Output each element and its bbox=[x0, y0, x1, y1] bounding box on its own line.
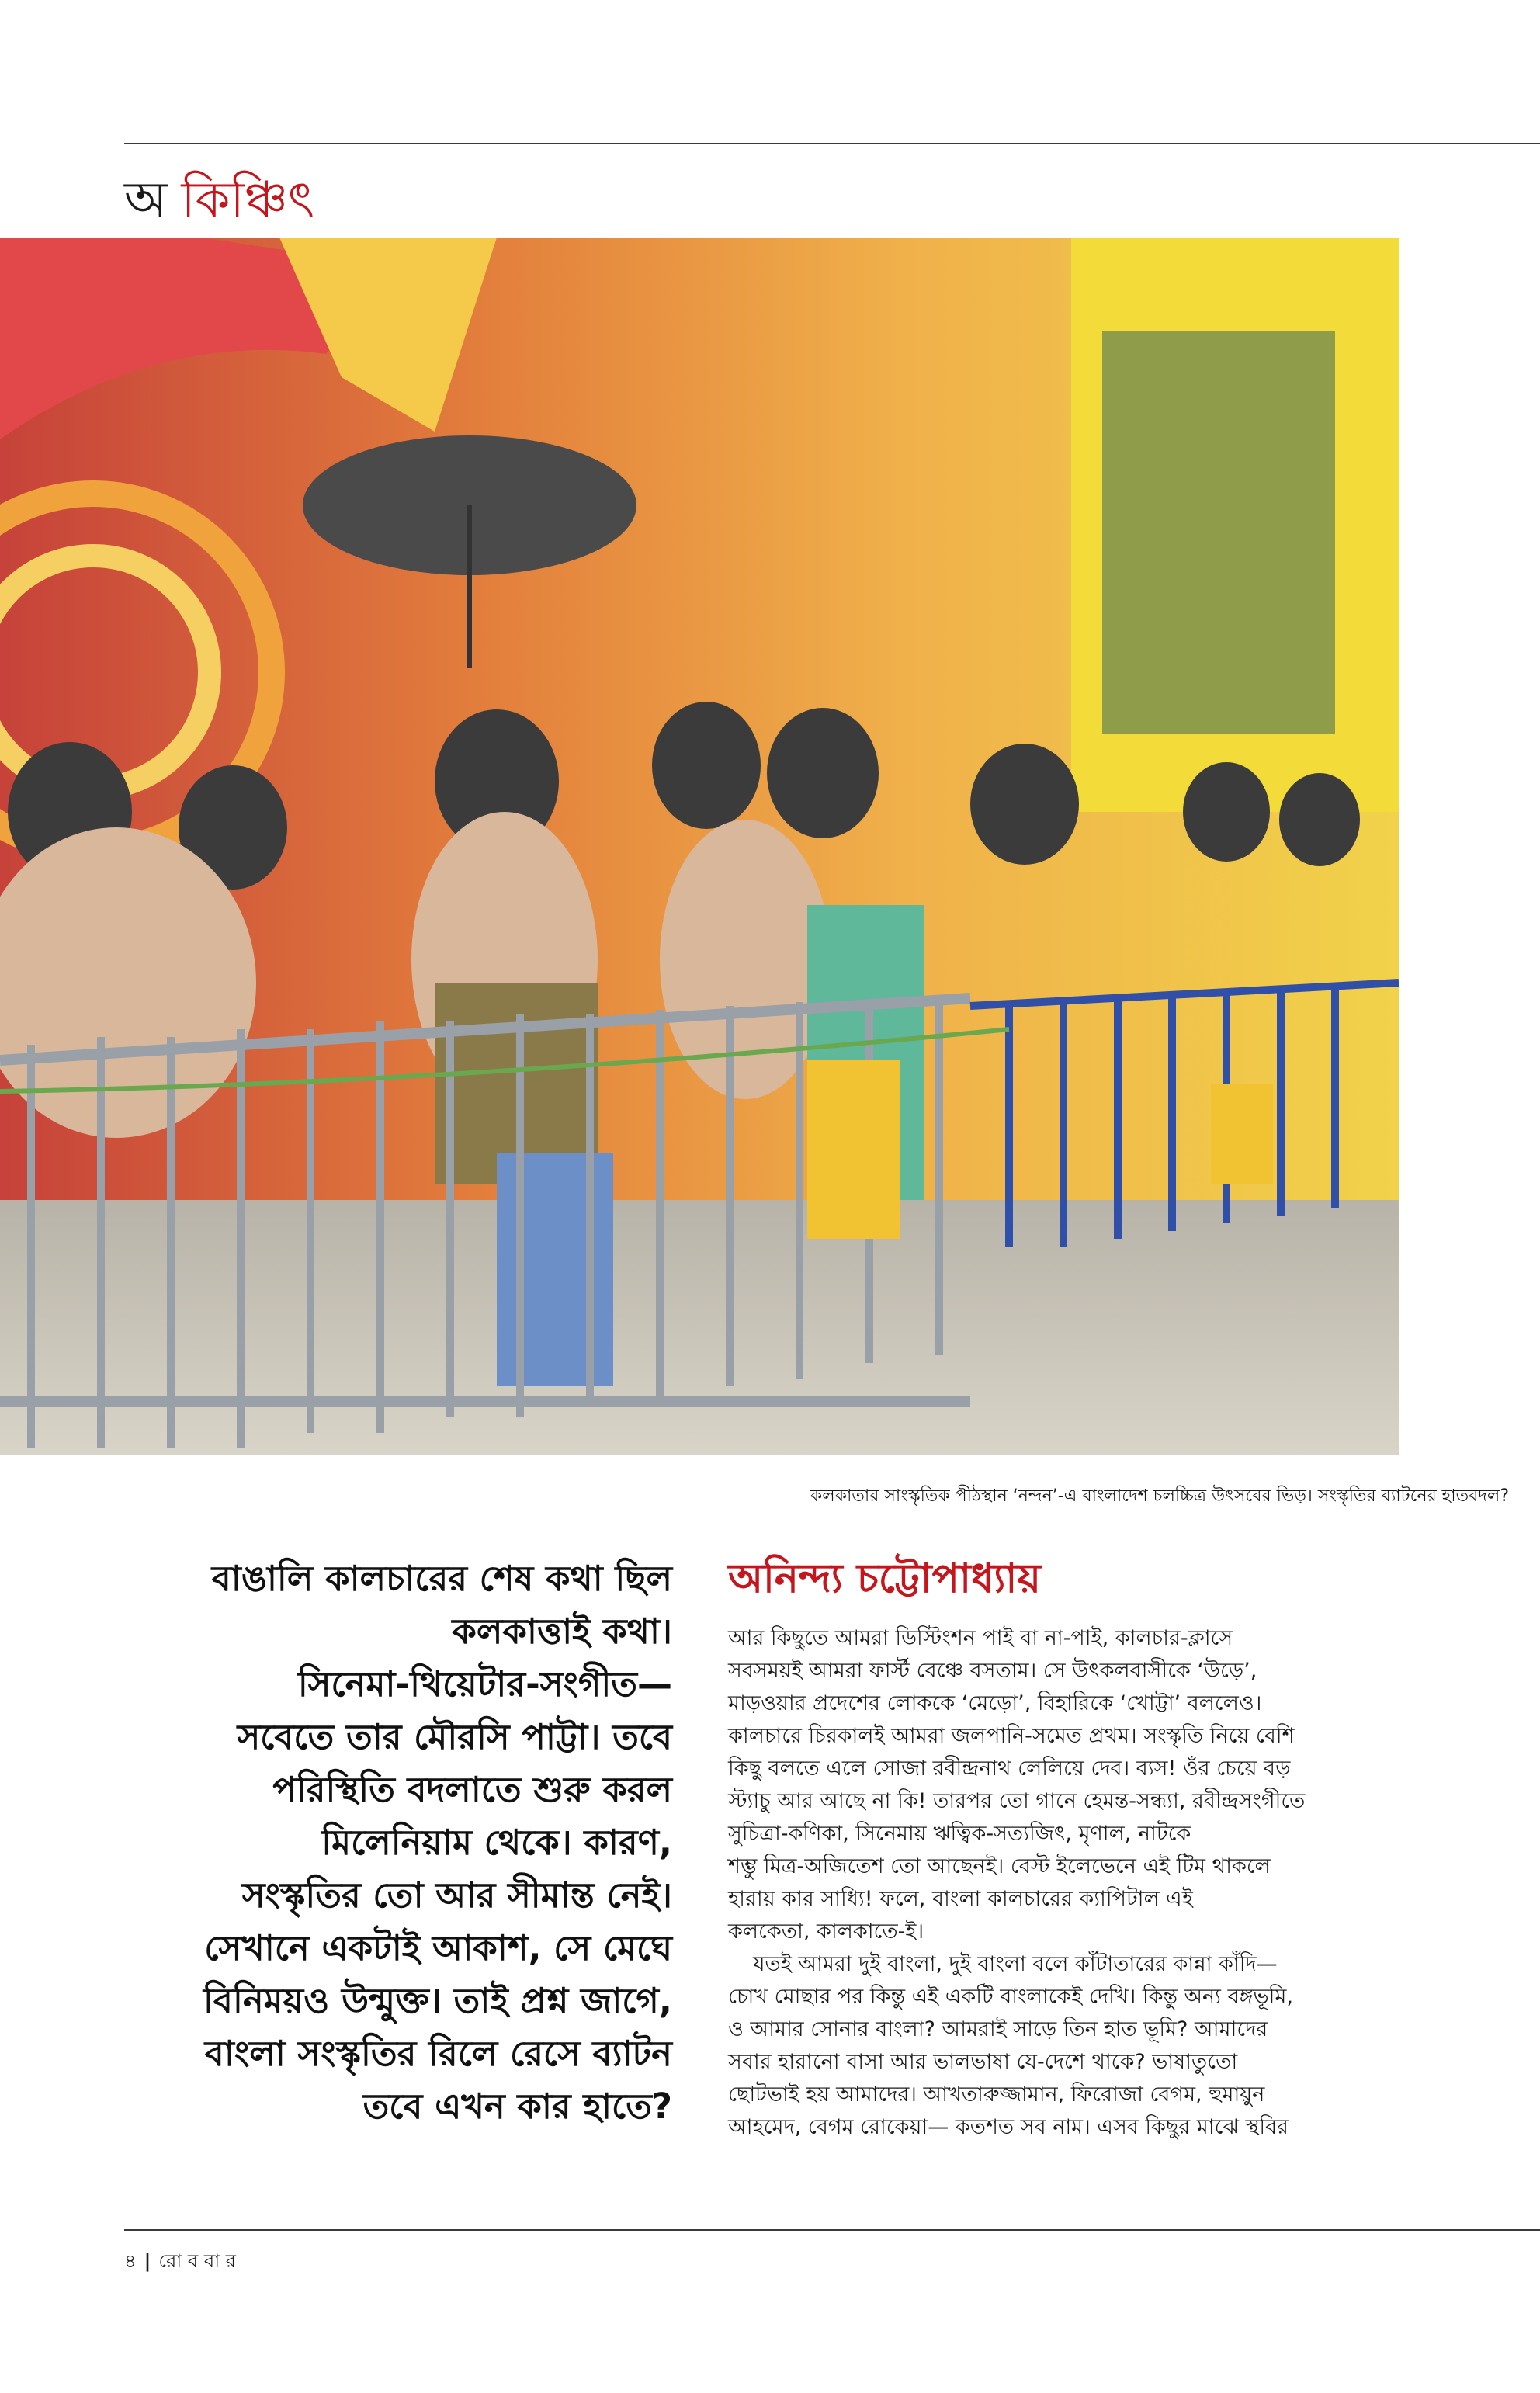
article-line: কালচারে চিরকালই আমরা জলপানি-সমেত প্রথম। সংস্কৃতি নিয়ে বেশি bbox=[728, 1724, 1295, 1748]
pull-quote-line: তবে এখন কার হাতে? bbox=[362, 2086, 672, 2127]
pull-quote-line: বাঙালি কালচারের শেষ কথা ছিল bbox=[211, 1558, 672, 1599]
article-line: ও আমার সোনার বাংলা? আমরাই সাড়ে তিন হাত ভূমি? আমাদের bbox=[728, 2017, 1268, 2041]
pull-quote bbox=[149, 1552, 672, 2133]
article-line: সবসময়ই আমরা ফার্স্ট বেঞ্চে বসতাম। সে উৎকলবাসীকে ‘উড়ে’, bbox=[728, 1659, 1257, 1683]
article-line: কলকেতা, কালকাতে-ই। bbox=[728, 1920, 924, 1944]
section-prefix: অ bbox=[124, 172, 168, 229]
pull-quote-line: সংস্কৃতির তো আর সীমান্ত নেই। bbox=[241, 1875, 672, 1916]
pull-quote-line: বাংলা সংস্কৃতির রিলে রেসে ব্যাটন bbox=[204, 2033, 672, 2074]
page-number: ৪ bbox=[124, 2250, 137, 2272]
article-body bbox=[728, 1622, 1489, 2144]
article-line: আহমেদ, বেগম রোকেয়া— কতশত সব নাম। এসব কিছুর মাঝে স্থবির bbox=[728, 2115, 1289, 2139]
article-line: সুচিত্রা-কণিকা, সিনেমায় ঋত্বিক-সত্যজিৎ, মৃণাল, নাটকে bbox=[728, 1822, 1191, 1846]
article-line: কিছু বলতে এলে সোজা রবীন্দ্রনাথ লেলিয়ে দেব। ব্যস! ওঁর চেয়ে বড় bbox=[728, 1757, 1291, 1781]
folio-separator: | bbox=[144, 2250, 151, 2272]
pull-quote-line: সিনেমা-থিয়েটার-সংগীত— bbox=[297, 1663, 672, 1705]
article-line: চোখ মোছার পর কিন্তু এই একটি বাংলাকেই দেখি। কিন্তু অন্য বঙ্গভূমি, bbox=[728, 1985, 1293, 2009]
photo-caption: কলকাতার সাংস্কৃতিক পীঠস্থান ‘নন্দন’-এ বাংলাদেশ চলচ্চিত্র উৎসবের ভিড়। সংস্কৃতির ব্যাটনের হাতবদল? bbox=[810, 1486, 1509, 1506]
article-line: যতই আমরা দুই বাংলা, দুই বাংলা বলে কাঁটাতারের কান্না কাঁদি— bbox=[753, 1952, 1278, 1976]
article-line: সবার হারানো বাসা আর ভালভাষা যে-দেশে থাকে? ভাষাতুতো bbox=[728, 2050, 1238, 2074]
pull-quote-line: কলকাত্তাই কথা। bbox=[452, 1611, 672, 1652]
pull-quote-line: সবেতে তার মৌরসি পাট্টা। তবে bbox=[237, 1716, 672, 1757]
pull-quote-line: মিলেনিয়াম থেকে। কারণ, bbox=[321, 1822, 672, 1863]
pull-quote-line: পরিস্থিতি বদলাতে শুরু করল bbox=[272, 1769, 672, 1810]
bottom-rule bbox=[124, 2229, 1540, 2231]
page-folio bbox=[124, 2248, 236, 2274]
article-line: শম্ভু মিত্র-অজিতেশ তো আছেনই। বেস্ট ইলেভেনে এই টিম থাকলে bbox=[728, 1854, 1271, 1878]
article-line: হারায় কার সাধ্যি! ফলে, বাংলা কালচারের ক্যাপিটাল এই bbox=[728, 1887, 1193, 1911]
pull-quote-line: বিনিময়ও উন্মুক্ত। তাই প্রশ্ন জাগে, bbox=[203, 1980, 672, 2021]
article-line: স্ট্যাচু আর আছে না কি! তারপর তো গানে হেমন্ত-সন্ধ্যা, রবীন্দ্রসংগীতে bbox=[728, 1789, 1306, 1813]
section-title: কিঞ্চিৎ bbox=[181, 172, 314, 229]
article-line: ছোটভাই হয় আমাদের। আখতারুজ্জামান, ফিরোজা বেগম, হুমায়ুন bbox=[728, 2083, 1265, 2107]
pull-quote-line: সেখানে একটাই আকাশ, সে মেঘে bbox=[204, 1927, 672, 1968]
lead-photo bbox=[0, 238, 1399, 1455]
article-line: মাড়ওয়ার প্রদেশের লোককে ‘মেড়ো’, বিহারিকে ‘খোট্টা’ বললেও। bbox=[728, 1691, 1262, 1715]
top-rule bbox=[124, 143, 1540, 144]
section-heading bbox=[124, 168, 314, 233]
publication-name: রো ব বা র bbox=[158, 2250, 237, 2272]
author-byline: অনিন্দ্য চট্টোপাধ্যায় bbox=[728, 1555, 1041, 1602]
article-line: আর কিছুতে আমরা ডিস্টিংশন পাই বা না-পাই, কালচার-ক্লাসে bbox=[728, 1626, 1233, 1650]
